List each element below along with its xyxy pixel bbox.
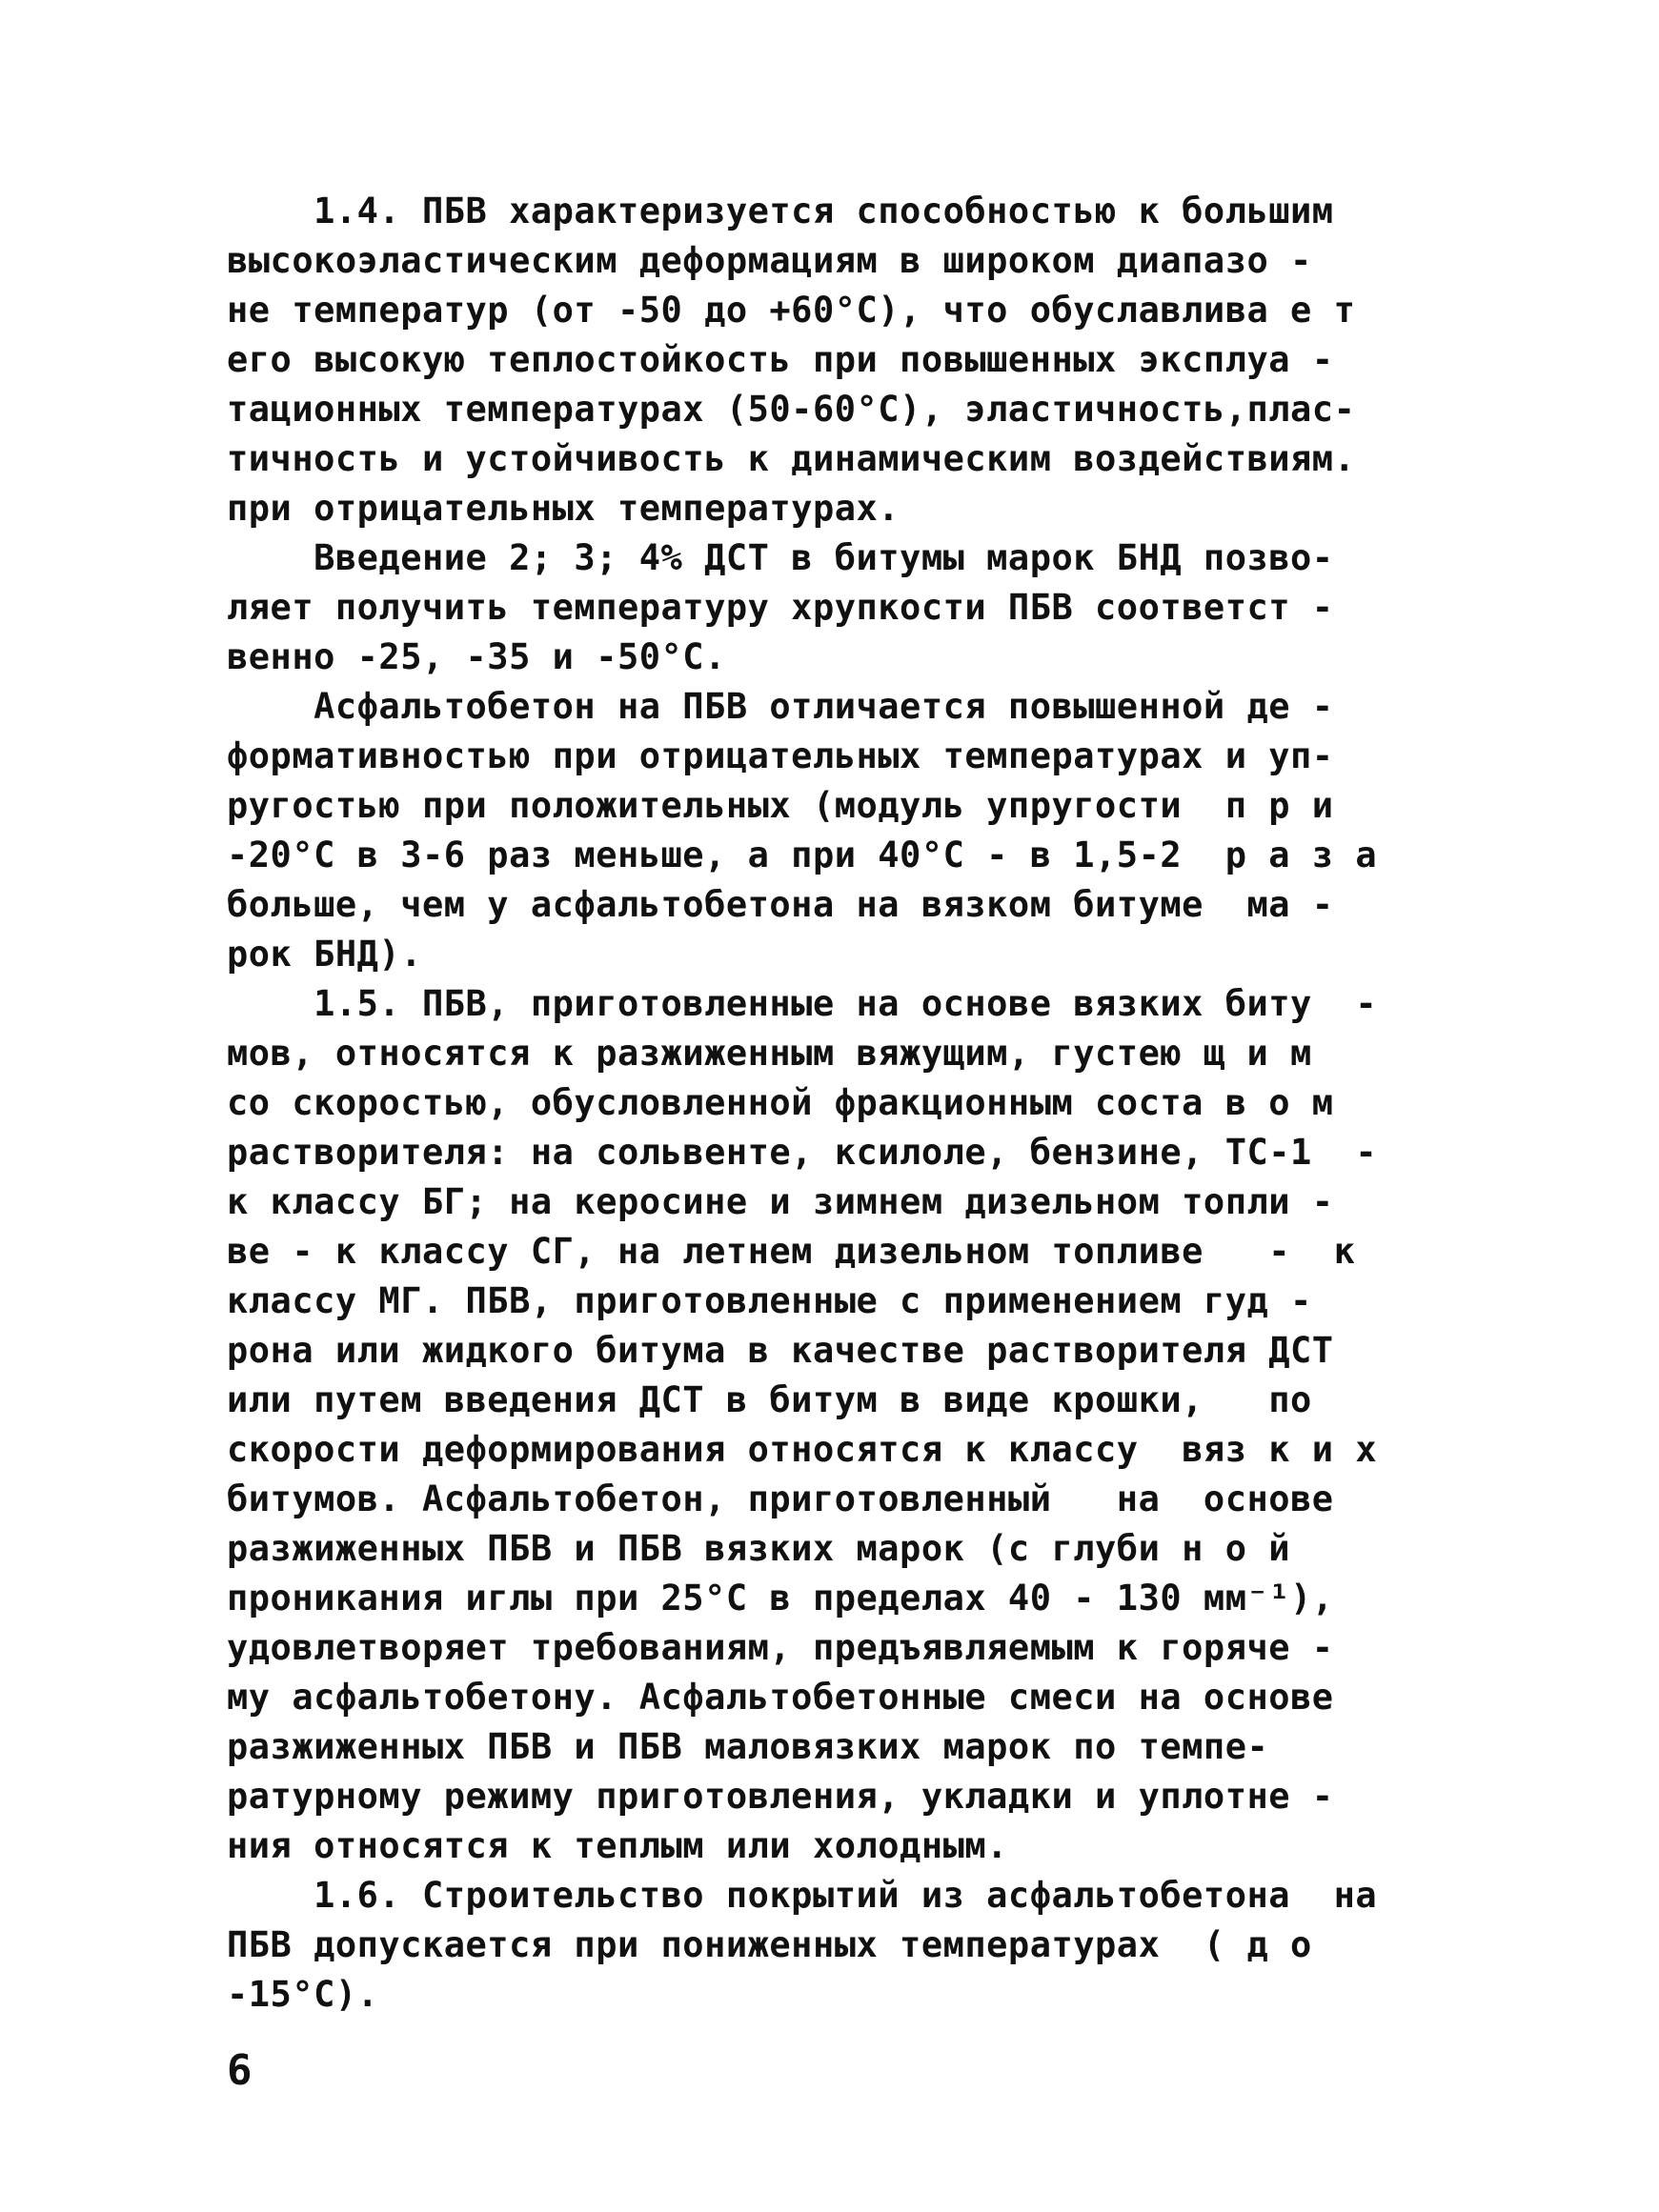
text-line: рона или жидкого битума в качестве растворителя ДСТ	[227, 1330, 1334, 1371]
text-line: 1.5. ПБВ, приготовленные на основе вязких биту -	[227, 983, 1378, 1024]
body-text	[227, 187, 1466, 2020]
text-line: 1.4. ПБВ характеризуется способностью к большим	[227, 191, 1334, 231]
text-line: разжиженных ПБВ и ПБВ вязких марок (с глуби н о й	[227, 1528, 1291, 1569]
text-line: Введение 2; 3; 4% ДСТ в битумы марок БНД позво-	[227, 537, 1334, 578]
text-line: Асфальтобетон на ПБВ отличается повышенной де -	[227, 686, 1334, 727]
text-line: ве - к классу СГ, на летнем дизельном топливе - к	[227, 1231, 1356, 1272]
text-line: битумов. Асфальтобетон, приготовленный на основе	[227, 1478, 1334, 1519]
text-line: удовлетворяет требованиям, предъявляемым к горяче -	[227, 1627, 1334, 1668]
text-line: ния относятся к теплым или холодным.	[227, 1825, 1008, 1866]
text-line: ругостью при положительных (модуль упругости п р и	[227, 785, 1334, 826]
text-line: формативностью при отрицательных температурах и уп-	[227, 735, 1334, 776]
text-line: или путем введения ДСТ в битум в виде крошки, по	[227, 1379, 1312, 1420]
text-line: при отрицательных температурах.	[227, 488, 900, 529]
page-number: 6	[227, 2046, 253, 2095]
text-line: его высокую теплостойкость при повышенных эксплуа -	[227, 339, 1334, 380]
text-line: растворителя: на сольвенте, ксилоле, бензине, ТС-1 -	[227, 1132, 1378, 1173]
text-line: проникания иглы при 25°С в пределах 40 - 130 мм⁻¹),	[227, 1578, 1334, 1619]
text-line: к классу БГ; на керосине и зимнем дизельном топли -	[227, 1181, 1334, 1222]
text-line: скорости деформирования относятся к классу вяз к и х	[227, 1429, 1378, 1470]
text-line: му асфальтобетону. Асфальтобетонные смеси на основе	[227, 1677, 1334, 1718]
text-line: -20°С в 3-6 раз меньше, а при 40°С - в 1,5-2 р а з а	[227, 835, 1378, 875]
text-line: венно -25, -35 и -50°С.	[227, 636, 726, 677]
text-line: ратурному режиму приготовления, укладки и уплотне -	[227, 1776, 1334, 1817]
text-line: мов, относятся к разжиженным вяжущим, густею щ и м	[227, 1033, 1312, 1074]
text-line: не температур (от -50 до +60°С), что обуславлива е т	[227, 290, 1356, 331]
text-line: -15°С).	[227, 1974, 379, 2015]
text-line: ляет получить температуру хрупкости ПБВ соответст -	[227, 587, 1334, 628]
text-line: больше, чем у асфальтобетона на вязком битуме ма -	[227, 884, 1334, 925]
text-line: классу МГ. ПБВ, приготовленные с применением гуд -	[227, 1280, 1312, 1321]
text-line: рок БНД).	[227, 934, 422, 975]
text-line: со скоростью, обусловленной фракционным соста в о м	[227, 1082, 1334, 1123]
text-line: высокоэластическим деформациям в широком диапазо -	[227, 240, 1312, 281]
text-line: ПБВ допускается при пониженных температурах ( д о	[227, 1924, 1312, 1965]
text-line: тационных температурах (50-60°С), эластичность,плас-	[227, 389, 1356, 430]
text-line: 1.6. Строительство покрытий из асфальтобетона на	[227, 1875, 1378, 1916]
text-line: разжиженных ПБВ и ПБВ маловязких марок по темпе-	[227, 1726, 1269, 1767]
text-line: тичность и устойчивость к динамическим воздействиям.	[227, 438, 1356, 479]
